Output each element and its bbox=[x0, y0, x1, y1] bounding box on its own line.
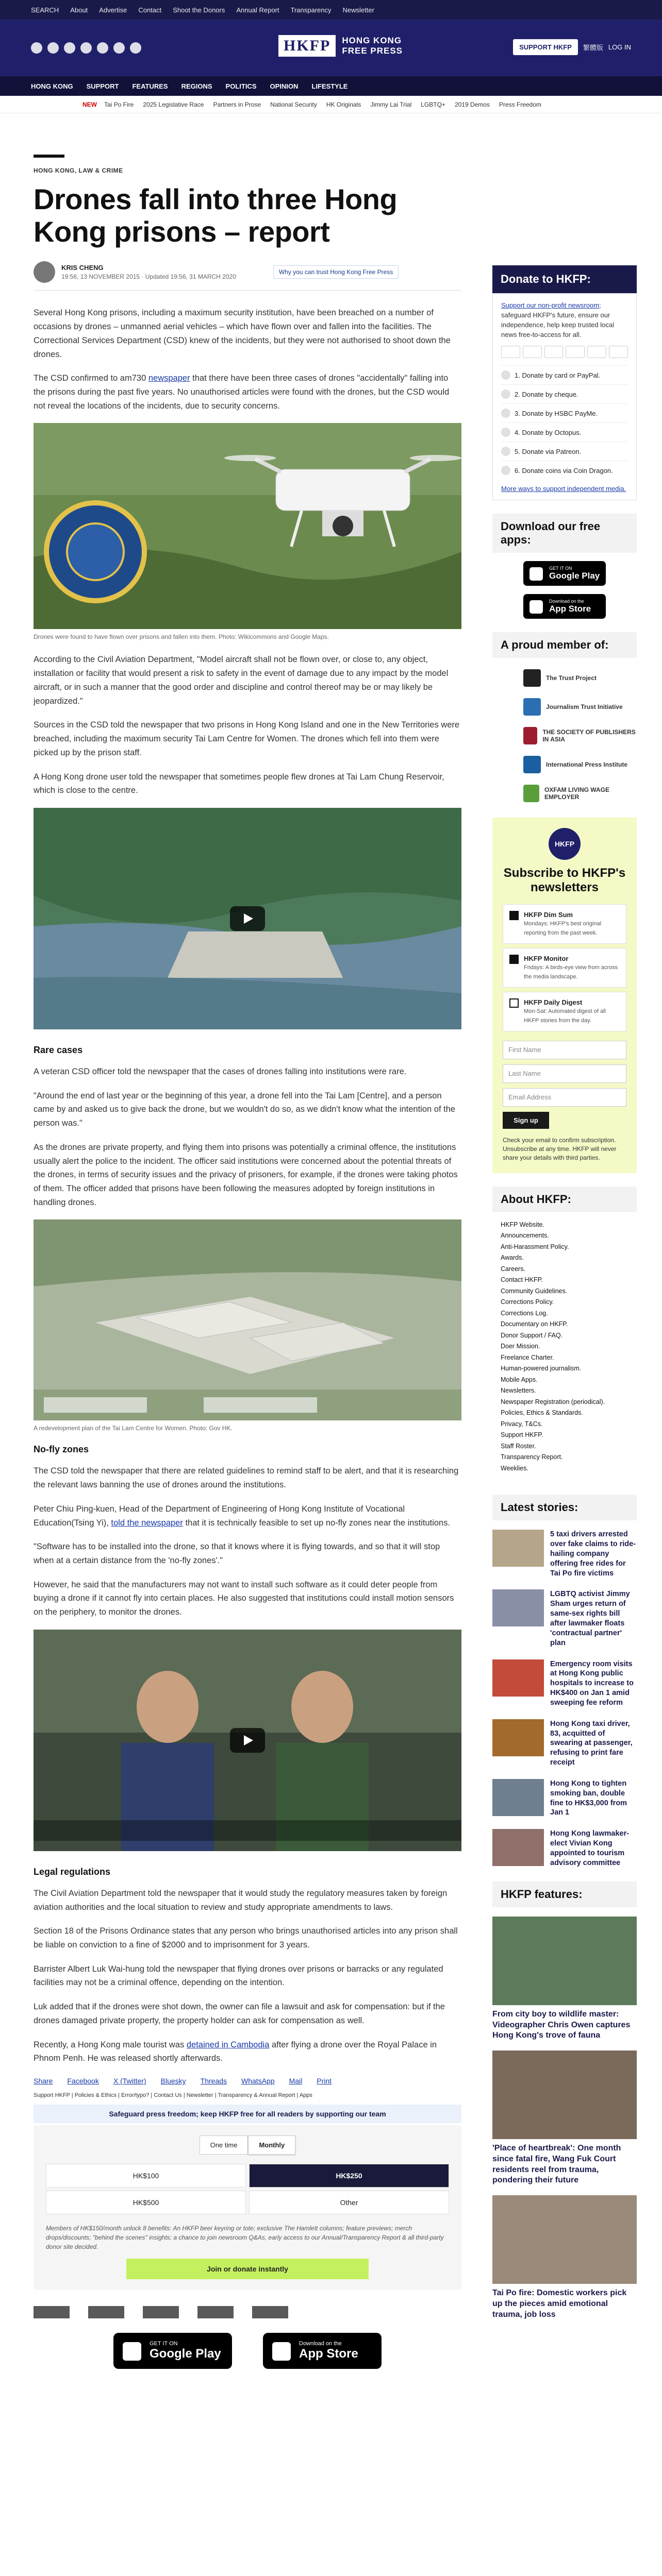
frequency-toggle bbox=[46, 2136, 449, 2155]
member-ipi[interactable]: International Press Institute bbox=[523, 756, 637, 773]
about-item[interactable]: Corrections Policy. bbox=[501, 1298, 554, 1306]
feature-story[interactable]: From city boy to wildlife master: Videographer Chris Owen captures Hong Kong's trove of fauna bbox=[492, 1917, 637, 2041]
about-item[interactable]: HKFP Website. bbox=[501, 1221, 544, 1228]
trending-item[interactable]: Partners in Prose bbox=[213, 100, 261, 108]
topbar-donors[interactable]: Shoot the Donors bbox=[173, 6, 225, 14]
newsletter-title: Subscribe to HKFP's newsletters bbox=[503, 866, 626, 894]
member-oxfam[interactable]: OXFAM LIVING WAGE EMPLOYER bbox=[523, 785, 637, 802]
article-footer-links[interactable]: Support HKFP | Policies & Ethics | Error/typo? | Contact Us | Newsletter | Transparency & Annual Report | Apps bbox=[34, 2092, 312, 2099]
told-newspaper-link[interactable]: told the newspaper bbox=[111, 1518, 183, 1528]
latest-story[interactable]: LGBTQ activist Jimmy Sham urges return of same-sex rights bill after lawmaker floats 'contractual partner' plan bbox=[492, 1589, 637, 1648]
reservoir-video[interactable] bbox=[34, 808, 461, 1029]
about-item[interactable]: Freelance Charter. bbox=[501, 1353, 554, 1361]
story-thumbnail bbox=[492, 1779, 544, 1816]
about-title: About HKFP: bbox=[492, 1187, 637, 1212]
feature-story[interactable]: 'Place of heartbreak': One month since fatal fire, Wang Fuk Court residents reel from trauma, pondering their future bbox=[492, 2050, 637, 2186]
about-item[interactable]: Weeklies. bbox=[501, 1464, 528, 1472]
tab-monthly[interactable]: Monthly bbox=[248, 2136, 295, 2155]
checkbox bbox=[509, 998, 519, 1008]
paragraph: "Around the end of last year or the beginning of this year, a drone fell into the Tai Lam [Centre], and a person came by and asked us to give back the drone, but we wouldn't do so, as we didn't know what the intention of the person was." bbox=[34, 1091, 456, 1128]
feature-image bbox=[492, 2195, 637, 2284]
subheading-legal-regulations: Legal regulations bbox=[34, 1866, 111, 1877]
about-item[interactable]: Support HKFP. bbox=[501, 1431, 543, 1439]
paragraph: The CSD told the newspaper that there are related guidelines to remind staff to be alert, and that it is researching the relevant laws banning the use of drones around the institutions. bbox=[34, 1466, 459, 1490]
language-switch[interactable]: 繁體版 bbox=[583, 44, 603, 52]
main-nav bbox=[0, 76, 662, 96]
donate-method[interactable]: 4. Donate by Octopus. bbox=[501, 422, 628, 442]
sopa-icon bbox=[523, 727, 537, 744]
share-label: Share bbox=[34, 2077, 53, 2086]
google-pay-icon bbox=[609, 346, 628, 358]
donate-method[interactable]: 2. Donate by cheque. bbox=[501, 384, 628, 403]
story-thumbnail bbox=[492, 1589, 544, 1626]
apple-icon bbox=[529, 600, 543, 614]
sidebar bbox=[492, 155, 637, 2330]
donate-method[interactable]: 3. Donate by HSBC PayMe. bbox=[501, 403, 628, 422]
redevelopment-render bbox=[34, 1219, 461, 1420]
trending-item[interactable]: Jimmy Lai Trial bbox=[370, 100, 412, 108]
about-item[interactable]: Community Guidelines. bbox=[501, 1287, 568, 1295]
about-item[interactable]: Privacy, T&Cs. bbox=[501, 1420, 543, 1428]
latest-story[interactable]: Hong Kong lawmaker-elect Vivian Kong appointed to tourism advisory committee bbox=[492, 1829, 637, 1868]
amount-option[interactable]: HK$500 bbox=[46, 2191, 246, 2214]
about-item[interactable]: Awards. bbox=[501, 1254, 524, 1262]
site-logo[interactable] bbox=[278, 35, 403, 57]
about-item[interactable]: Careers. bbox=[501, 1265, 525, 1273]
threads-icon[interactable] bbox=[80, 42, 92, 54]
newsletter-logo: HKFP bbox=[549, 828, 581, 860]
share-threads[interactable]: Threads bbox=[200, 2077, 227, 2086]
article-category[interactable]: HONG KONG, LAW & CRIME bbox=[34, 167, 123, 174]
share-bluesky[interactable]: Bluesky bbox=[160, 2077, 186, 2086]
facebook-icon[interactable] bbox=[31, 42, 42, 54]
trust-project-logo bbox=[34, 2306, 70, 2318]
member-title: A proud member of: bbox=[492, 632, 637, 658]
topbar-transparency[interactable]: Transparency bbox=[290, 6, 332, 14]
join-donate-button[interactable]: Join or donate instantly bbox=[126, 2259, 368, 2279]
share-mail[interactable]: Mail bbox=[289, 2077, 303, 2086]
paypal-icon bbox=[566, 346, 585, 358]
donate-widget bbox=[34, 2125, 461, 2290]
feature-image bbox=[492, 1917, 637, 2005]
instagram-icon[interactable] bbox=[64, 42, 75, 54]
logo-name bbox=[342, 36, 403, 56]
more-ways-link[interactable]: More ways to support independent media. bbox=[501, 485, 626, 493]
coin-icon bbox=[501, 466, 510, 475]
trust-project-icon bbox=[523, 669, 541, 687]
email-input[interactable]: Email Address bbox=[503, 1088, 626, 1107]
about-item[interactable]: Documentary on HKFP. bbox=[501, 1320, 568, 1328]
newsletter-option[interactable]: HKFP Dim Sum Mondays: HKFP's best original reporting from the past week. bbox=[503, 904, 626, 944]
title-rule bbox=[34, 155, 64, 158]
paragraph: A veteran CSD officer told the newspaper that the cases of drones falling into institutions were rare. bbox=[34, 1066, 407, 1076]
paragraph: Luk added that if the drones were shot down, the owner can file a lawsuit and ask for compensation: but if the drones damaged private property, the property holder can ask for compensation as well. bbox=[34, 2002, 445, 2025]
trending-item[interactable]: 2025 Legislative Race bbox=[143, 100, 204, 108]
amount-option-selected[interactable]: HK$250 bbox=[249, 2164, 449, 2188]
interview-video[interactable] bbox=[34, 1630, 461, 1851]
nav-hong-kong[interactable]: HONG KONG bbox=[31, 82, 73, 90]
nav-support[interactable]: SUPPORT bbox=[86, 82, 119, 90]
paragraph: Several Hong Kong prisons, including a maximum security institution, have been breached on a number of occasions by drones – unmanned aerial vehicles – which have flown over and fallen into the facilities. The Correctional Services Department (CSD) knew of the incidents, but they were not authorised to shoot down the drones. bbox=[34, 308, 451, 359]
top-utility-bar bbox=[0, 0, 662, 20]
member-benefits: Members of HK$150/month unlock 8 benefits: An HKFP beer keyring or tote; exclusive The Hamlett columns; feature previews; merch drops/discounts; "behind the scenes" insights; a chance to join newsroom Q&As, early access to our Annual/Transparency Report & all third-party donor site decided. bbox=[46, 2225, 444, 2251]
about-item[interactable]: Announcements. bbox=[501, 1232, 549, 1240]
mastercard-icon bbox=[501, 346, 520, 358]
author-name[interactable]: KRIS CHENG bbox=[61, 264, 104, 272]
cambodia-link[interactable]: detained in Cambodia bbox=[186, 2040, 270, 2049]
drone-prison-image bbox=[34, 423, 461, 629]
byline bbox=[34, 261, 461, 291]
prison-plan-image bbox=[34, 1219, 461, 1420]
paragraph: Recently, a Hong Kong male tourist was detained in Cambodia after flying a drone over the Royal Palace in Phnom Penh. He was released shortly afterwards. bbox=[34, 2040, 437, 2063]
newsletter-signup bbox=[492, 818, 637, 1173]
trust-link[interactable]: Why you can trust Hong Kong Free Press bbox=[273, 265, 399, 279]
google-play-icon bbox=[123, 2342, 141, 2361]
masthead bbox=[0, 20, 662, 76]
oxfam-logo bbox=[252, 2306, 288, 2318]
trending-item[interactable]: LGBTQ+ bbox=[421, 100, 445, 108]
newsletter-note: Check your email to confirm subscription. Unsubscribe at any time. HKFP will never share your details with third parties. bbox=[503, 1136, 617, 1162]
drone-illustration bbox=[34, 423, 461, 629]
about-item[interactable]: Policies, Ethics & Standards. bbox=[501, 1409, 583, 1417]
paragraph: The Civil Aviation Department told the newspaper that it would study the regulatory measures taken by foreign aviation authorities and the local situation to review and study appropriate amendments to laws. bbox=[34, 1888, 448, 1912]
nav-politics[interactable]: POLITICS bbox=[225, 82, 257, 90]
amex-icon bbox=[544, 346, 564, 358]
card-icon bbox=[501, 370, 510, 380]
rss-icon[interactable] bbox=[130, 42, 141, 54]
trending-item[interactable]: Tai Po Fire bbox=[104, 100, 134, 108]
checkbox-checked bbox=[509, 911, 519, 920]
latest-story[interactable]: Hong Kong taxi driver, 83, acquitted of swearing at passenger, refusing to print fare receipt bbox=[492, 1719, 637, 1768]
nav-lifestyle[interactable]: LIFESTYLE bbox=[311, 82, 348, 90]
article bbox=[34, 155, 461, 2369]
donate-method[interactable]: 5. Donate via Patreon. bbox=[501, 442, 628, 461]
share-x[interactable]: X (Twitter) bbox=[113, 2077, 146, 2086]
video-play-icon[interactable] bbox=[230, 1728, 265, 1753]
topbar-contact[interactable]: Contact bbox=[138, 6, 162, 14]
apps-title: Download our free apps: bbox=[492, 514, 637, 553]
paragraph: Section 18 of the Prisons Ordinance states that any person who brings unauthorised articles into any prison shall be liable on conviction to a fine of $2000 and to imprisonment for 3 years. bbox=[34, 1926, 458, 1950]
x-twitter-icon[interactable] bbox=[47, 42, 59, 54]
app-store-row bbox=[34, 2333, 461, 2369]
sidebar-google-play[interactable]: GET IT ON Google Play bbox=[523, 561, 606, 586]
topbar-advertise[interactable]: Advertise bbox=[99, 6, 127, 14]
amount-option[interactable]: HK$100 bbox=[46, 2164, 246, 2188]
jti-logo bbox=[88, 2306, 124, 2318]
share-facebook[interactable]: Facebook bbox=[67, 2077, 99, 2086]
sidebar-app-store[interactable]: Download on the App Store bbox=[523, 594, 606, 619]
donate-banner[interactable]: Safeguard press freedom; keep HKFP free for all readers by supporting our team bbox=[34, 2105, 461, 2123]
amount-option[interactable]: Other bbox=[249, 2191, 449, 2214]
ipi-logo bbox=[197, 2306, 234, 2318]
about-item[interactable]: Donor Support / FAQ. bbox=[501, 1331, 563, 1339]
octopus-icon bbox=[501, 428, 510, 437]
jti-icon bbox=[523, 698, 541, 716]
about-item[interactable]: Staff Roster. bbox=[501, 1442, 536, 1450]
donate-text: Support our non-profit newsroom; safeguard HKFP's future, ensure our independence, help keep trusted local news free-to-access for all. bbox=[501, 301, 614, 338]
image-caption: A redevelopment plan of the Tai Lam Centre for Women. Photo: Gov HK. bbox=[34, 1425, 233, 1432]
newspaper-link[interactable]: newspaper bbox=[148, 374, 190, 383]
feature-story[interactable]: Tai Po fire: Domestic workers pick up the pieces amid emotional trauma, job loss bbox=[492, 2195, 637, 2320]
visa-icon bbox=[523, 346, 542, 358]
social-icons bbox=[31, 42, 141, 54]
sopa-logo bbox=[143, 2306, 179, 2318]
latest-title: Latest stories: bbox=[492, 1495, 637, 1520]
about-item[interactable]: Anti-Harassment Policy. bbox=[501, 1243, 569, 1250]
story-thumbnail bbox=[492, 1659, 544, 1697]
amount-options bbox=[46, 2164, 449, 2214]
about-item[interactable]: Newsletters. bbox=[501, 1387, 536, 1395]
paragraph: The CSD confirmed to am730 newspaper that there have been three cases of drones "accidentally" falling into the prisons during the past five years. No unauthorised articles were found with the drones, but the CSD would not reveal the locations of the incidents, due to security concerns. bbox=[34, 374, 450, 411]
paragraph: A Hong Kong drone user told the newspaper that sometimes people flew drones at Tai Lam Chung Reservoir, which is close to the centre. bbox=[34, 772, 444, 795]
trending-item[interactable]: 2019 Demos bbox=[454, 100, 490, 108]
story-thumbnail bbox=[492, 1530, 544, 1567]
support-hkfp-button[interactable]: SUPPORT HKFP bbox=[513, 39, 578, 55]
google-play-icon bbox=[529, 567, 543, 581]
latest-story[interactable]: Emergency room visits at Hong Kong public hospitals to increase to HK$400 on Jan 1 amid sweeping fee reform bbox=[492, 1659, 637, 1708]
about-item[interactable]: Transparency Report. bbox=[501, 1453, 563, 1461]
masthead-actions bbox=[513, 39, 631, 55]
cheque-icon bbox=[501, 389, 510, 399]
about-item[interactable]: Mobile Apps. bbox=[501, 1376, 538, 1383]
ipi-icon bbox=[523, 756, 541, 773]
logo-mark: HKFP bbox=[278, 35, 336, 57]
member-jti[interactable]: Journalism Trust Initiative bbox=[523, 698, 637, 716]
share-print[interactable]: Print bbox=[317, 2077, 332, 2086]
topbar-newsletter[interactable]: Newsletter bbox=[342, 6, 374, 14]
newsletter-option[interactable]: HKFP Daily Digest Mon-Sat: Automated digest of all HKFP stories from the day. bbox=[503, 992, 626, 1031]
feature-image bbox=[492, 2050, 637, 2139]
about-item[interactable]: Human-powered journalism. bbox=[501, 1365, 582, 1372]
author-avatar bbox=[34, 261, 55, 283]
logo-name-line2: FREE PRESS bbox=[342, 46, 403, 56]
trending-item[interactable]: HK Originals bbox=[326, 100, 361, 108]
paragraph: Sources in the CSD told the newspaper that two prisons in Hong Kong Island and one in the New Territories were breached, including the maximum security Tai Lam Centre for Women. The drones which fell into them were picked up by the prison staff. bbox=[34, 720, 460, 757]
trending-bar bbox=[0, 96, 662, 113]
paragraph: As the drones are private property, and flying them into prisons was potentially a criminal offence, the institutions usually alert the police to the incident. The officer said institutions were concerned about the potential threats of the drones, in terms of security issues and the privacy of prisoners, for example, if the drones were taking photos of them. The officer added that prisons have been following the measures adopted by foreign institutions in handling drones. bbox=[34, 1142, 458, 1207]
topbar-search[interactable]: SEARCH bbox=[31, 6, 59, 14]
donate-method[interactable]: 6. Donate coins via Coin Dragon. bbox=[501, 461, 628, 480]
tab-one-time[interactable]: One time bbox=[200, 2136, 249, 2155]
story-thumbnail bbox=[492, 1719, 544, 1756]
latest-story[interactable]: 5 taxi drivers arrested over fake claims to ride-hailing company offering free rides for Tai Po fire victims bbox=[492, 1530, 637, 1578]
video-play-icon[interactable] bbox=[230, 906, 265, 931]
payment-icons bbox=[501, 346, 628, 358]
share-bar bbox=[34, 2077, 461, 2085]
paragraph: "Software has to be installed into the drone, so that it knows where it is flying towards, and so that it will stop when at a certain distance from the 'no-fly zones'." bbox=[34, 1542, 440, 1565]
about-list bbox=[492, 1212, 637, 1482]
first-name-input[interactable]: First Name bbox=[503, 1041, 626, 1059]
nav-regions[interactable]: REGIONS bbox=[181, 82, 212, 90]
about-item[interactable]: Corrections Log. bbox=[501, 1309, 548, 1317]
about-item[interactable]: Doer Mission. bbox=[501, 1343, 540, 1350]
paragraph: Barrister Albert Luk Wai-hung told the newspaper that flying drones over prisons or barracks or any regulated facilities may not be a criminal offence, depending on the intention. bbox=[34, 1964, 443, 1988]
features-title: HKFP features: bbox=[492, 1882, 637, 1907]
trending-label: NEW bbox=[82, 100, 97, 108]
apple-pay-icon bbox=[587, 346, 606, 358]
donate-title: Donate to HKFP: bbox=[492, 265, 637, 293]
latest-story[interactable]: Hong Kong to tighten smoking ban, double fine to HK$3,000 from Jan 1 bbox=[492, 1779, 637, 1818]
google-play-button[interactable]: GET IT ON Google Play bbox=[113, 2333, 232, 2369]
member-trust-project[interactable]: The Trust Project bbox=[523, 669, 637, 687]
paragraph: Peter Chiu Ping-kuen, Head of the Department of Engineering of Hong Kong Institute of Vocational Education(Tsing Yi), told the newspaper that it is technically feasible to set up no-fly zones near the institutions. bbox=[34, 1504, 451, 1528]
signup-button[interactable]: Sign up bbox=[503, 1112, 549, 1129]
paragraph: According to the Civil Aviation Department, "Model aircraft shall not be flown over, or close to, any object, installation or facility that would present a risk to safety in the event of damage due to any impact by the model aircraft, or in such a manner that the good order and discipline and control thereof may be or may likely be jeopardized." bbox=[34, 655, 449, 706]
oxfam-icon bbox=[523, 785, 539, 802]
article-title: Drones fall into three Hong Kong prisons – report bbox=[34, 183, 398, 248]
about-item[interactable]: Newspaper Registration (periodical). bbox=[501, 1398, 605, 1405]
newsletter-option[interactable]: HKFP Monitor Fridays: A birds-eye view from across the media landscape. bbox=[503, 948, 626, 988]
checkbox-checked bbox=[509, 955, 519, 964]
linkedin-icon[interactable] bbox=[113, 42, 125, 54]
trending-item[interactable]: Press Freedom bbox=[499, 100, 542, 108]
nav-features[interactable]: FEATURES bbox=[132, 82, 168, 90]
payme-icon bbox=[501, 409, 510, 418]
donate-box bbox=[492, 293, 637, 500]
patreon-icon bbox=[501, 447, 510, 456]
trending-item[interactable]: National Security bbox=[270, 100, 317, 108]
app-store-button[interactable]: Download on the App Store bbox=[263, 2333, 382, 2369]
logo-name-line1: HONG KONG bbox=[342, 36, 402, 46]
share-whatsapp[interactable]: WhatsApp bbox=[241, 2077, 275, 2086]
apple-icon bbox=[272, 2342, 291, 2361]
topbar-annual-report[interactable]: Annual Report bbox=[236, 6, 279, 14]
image-caption: Drones were found to have flown over prisons and fallen into them. Photo: Wikicommons and Google Maps. bbox=[34, 633, 329, 641]
youtube-icon[interactable] bbox=[97, 42, 108, 54]
member-sopa[interactable]: THE SOCIETY OF PUBLISHERS IN ASIA bbox=[523, 727, 637, 744]
login-link[interactable]: LOG IN bbox=[608, 43, 631, 51]
paragraph: However, he said that the manufacturers may not want to install such software as it could deter people from buying a drone if it cannot fly into certain places. He also suggested that institutions could install motion sensors on the periphery, to monitor the drones. bbox=[34, 1580, 454, 1617]
last-name-input[interactable]: Last Name bbox=[503, 1064, 626, 1083]
about-item[interactable]: Contact HKFP. bbox=[501, 1276, 543, 1284]
topbar-about[interactable]: About bbox=[70, 6, 88, 14]
nav-opinion[interactable]: OPINION bbox=[270, 82, 299, 90]
donate-method[interactable]: 1. Donate by card or PayPal. bbox=[501, 365, 628, 384]
publish-date: 19:56, 13 NOVEMBER 2015 · Updated 19:56, 31 MARCH 2020 bbox=[61, 273, 236, 281]
subheading-no-fly-zones: No-fly zones bbox=[34, 1444, 89, 1455]
story-thumbnail bbox=[492, 1829, 544, 1866]
subheading-rare-cases: Rare cases bbox=[34, 1044, 83, 1055]
member-logos-row bbox=[34, 2306, 461, 2318]
